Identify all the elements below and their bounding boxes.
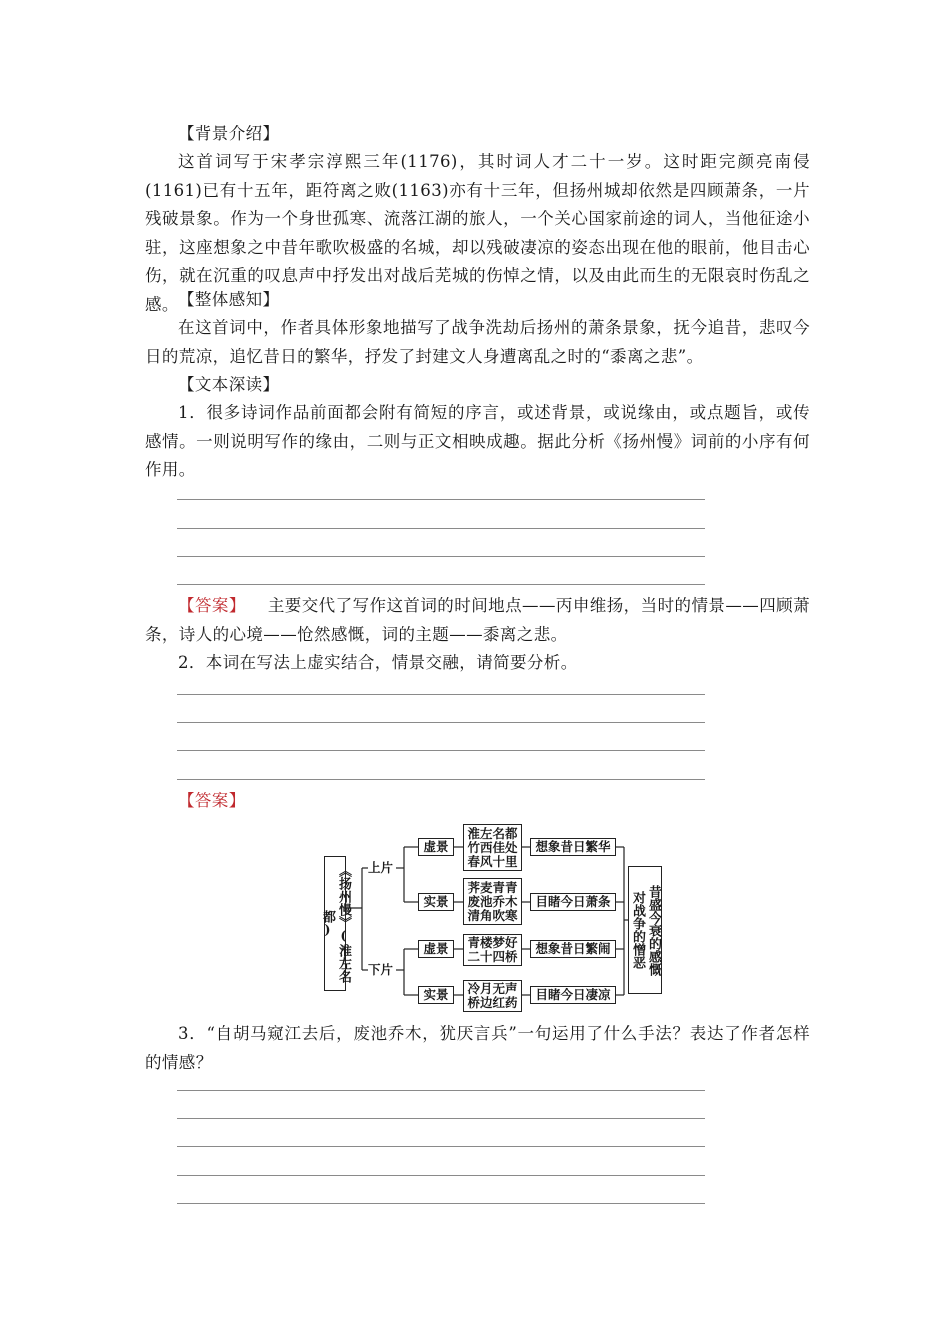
structure-diagram: [320, 816, 662, 1010]
answer-line[interactable]: [177, 528, 705, 529]
diagram-kind-box: 实景: [418, 893, 454, 911]
background-paragraph: 这首词写于宋孝宗淳熙三年(1176)，其时词人才二十一岁。这时距完颜亮南侵(1161)已有十五年，距符离之败(1163)亦有十三年，但扬州城却依然是四顾萧条，一片残破景象。作为一个身世孤寒、流落江湖的旅人，一个关心国家前途的词人，当他征途小驻，这座想象之中昔年歌吹极盛的名城，却以残破凄凉的姿态出现在他的眼前，他目击心伤，就在沉重的叹息声中抒发出对战后芜城的伤悼之情，以及由此而生的无限哀时伤乱之感。: [145, 152, 810, 314]
answer-line[interactable]: [177, 1118, 705, 1119]
answer-1-text: 主要交代了写作这首词的时间地点——丙申维扬，当时的情景——四顾萧条，诗人的心境——怆然感慨，词的主题——黍离之悲。: [145, 596, 810, 644]
diagram-kind-box: 虚景: [418, 940, 454, 958]
diagram-conclusion-col2: 对战争的憎恶: [630, 891, 645, 969]
question-3: 3．“自胡马窥江去后，废池乔木，犹厌言兵”一句运用了什么手法？表达了作者怎样的情感？: [145, 1024, 810, 1072]
diagram-conclusion-col1: 昔盛今衰的感慨: [646, 884, 661, 976]
overview-paragraph: 在这首词中，作者具体形象地描写了战争洗劫后扬州的萧条景象，抚今追昔，悲叹今日的荒凉，追忆昔日的繁华，抒发了封建文人身遭离乱之时的“黍离之悲”。: [145, 318, 810, 366]
answer-line[interactable]: [177, 1090, 705, 1091]
diagram-meaning-box: 想象昔日繁闹: [530, 940, 616, 958]
diagram-quote-box: 冷月无声 桥边红药: [463, 980, 522, 1012]
answer-line[interactable]: [177, 1146, 705, 1147]
diagram-quote-box: 荠麦青青 废池乔木 清角吹寒: [463, 878, 522, 925]
question-2: 2．本词在写法上虚实结合，情景交融，请简要分析。: [178, 653, 578, 672]
diagram-quote-box: 淮左名都 竹西佳处 春风十里: [463, 824, 522, 871]
diagram-conclusion-box: [628, 866, 662, 994]
diagram-kind-box: 实景: [418, 986, 454, 1004]
answer-label: 【答案】: [178, 596, 246, 615]
answer-line[interactable]: [177, 556, 705, 557]
answer-line[interactable]: [177, 1203, 705, 1204]
diagram-meaning-box: 目睹今日凄凉: [530, 986, 616, 1004]
diagram-upper-label: 上片: [368, 860, 394, 875]
answer-line[interactable]: [177, 779, 705, 780]
answer-line[interactable]: [177, 722, 705, 723]
deep-reading-heading: 【文本深读】: [178, 375, 280, 394]
diagram-lower-label: 下片: [368, 962, 394, 977]
diagram-meaning-box: 目睹今日萧条: [530, 893, 616, 911]
answer-line[interactable]: [177, 750, 705, 751]
answer-line[interactable]: [177, 584, 705, 585]
diagram-quote-box: 青楼梦好 二十四桥: [463, 934, 522, 966]
answer-1: [145, 592, 810, 649]
answer-line[interactable]: [177, 499, 705, 500]
question-1: 1．很多诗词作品前面都会附有简短的序言，或述背景，或说缘由，或点题旨，或传感情。一则说明写作的缘由，二则与正文相映成趣。据此分析《扬州慢》词前的小序有何作用。: [145, 403, 810, 479]
diagram-root: 《扬州慢》(淮左名都): [324, 856, 346, 991]
diagram-kind-box: 虚景: [418, 838, 454, 856]
diagram-meaning-box: 想象昔日繁华: [530, 838, 616, 856]
overview-heading: 【整体感知】: [178, 290, 280, 309]
answer-line[interactable]: [177, 694, 705, 695]
answer-line[interactable]: [177, 1175, 705, 1176]
answer-2-label: 【答案】: [178, 791, 246, 810]
background-heading: 【背景介绍】: [178, 124, 280, 143]
